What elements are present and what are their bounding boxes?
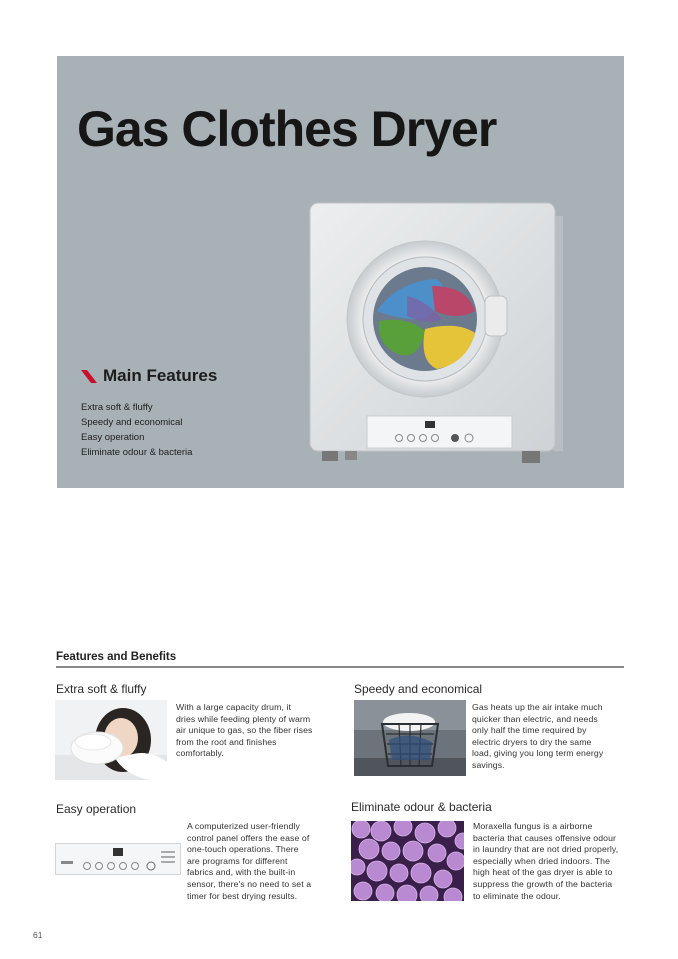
body-line: dries while feeding plenty of warm [176,713,311,724]
benefit-body-soft [176,702,313,760]
page-title: Gas Clothes Dryer [77,101,497,157]
control-panel-image [55,843,181,875]
feature-item: Eliminate odour & bacteria [81,447,193,458]
benefit-title-odour: Eliminate odour & bacteria [351,800,492,814]
body-line: to eliminate the odour. [473,890,561,901]
gas-dryer-image [307,201,567,466]
benefit-body-easy [187,821,311,902]
features-heading-text: Main Features [103,366,218,385]
body-line: control panel offers the ease of [187,832,310,843]
body-line: quicker than electric, and needs [472,713,598,724]
benefit-title-speedy: Speedy and economical [354,682,483,696]
body-line: A computerized user-friendly [187,821,300,831]
woman-towel-photo [55,700,167,780]
section-title: Features and Benefits [56,651,177,663]
benefit-title-soft: Extra soft & fluffy [56,682,147,696]
body-line: are programs for different [187,855,288,866]
body-line: high heat of the gas dryer is able to [473,867,613,878]
body-line: only half the time required by [472,725,587,736]
body-line: fabrics and, with the built-in [187,867,296,878]
body-line: electric dryers to dry the same [472,736,592,747]
body-line: especially when dried indoors. The [473,855,611,866]
page-number: 61 [33,930,43,940]
benefit-body-speedy [472,702,603,772]
body-line: bacteria that causes offensive odour [473,832,617,843]
hero-banner [57,56,624,488]
body-line: in laundry that are not dried properly, [473,844,619,855]
feature-item: Speedy and economical [81,417,183,428]
body-line: Gas heats up the air intake much [472,702,603,712]
main-features-list [81,400,192,460]
body-line: sensor, there's no need to set a [187,878,312,889]
benefit-title-easy: Easy operation [56,802,137,816]
body-line: savings. [472,759,505,770]
body-line: With a large capacity drum, it [176,702,292,712]
benefit-body-odour [473,821,618,902]
body-line: Moraxella fungus is a airborne [473,821,593,831]
body-line: load, giving you long term energy [472,748,604,759]
main-features-heading [81,366,217,386]
feature-item: Extra soft & fluffy [81,402,153,413]
body-line: from the root and finishes [176,736,277,747]
body-line: suppress the growth of the bacteria [473,878,613,889]
section-divider [56,666,624,668]
body-line: comfortably. [176,748,224,759]
bacteria-microscope-image [351,821,464,901]
body-line: one-touch operations. There [187,844,299,855]
feature-item: Easy operation [81,432,145,443]
body-line: timer for best drying results. [187,890,298,901]
laundry-basket-photo [354,700,466,776]
body-line: air unique to gas, so the fiber rises [176,725,313,736]
red-slash-icon [81,370,97,383]
